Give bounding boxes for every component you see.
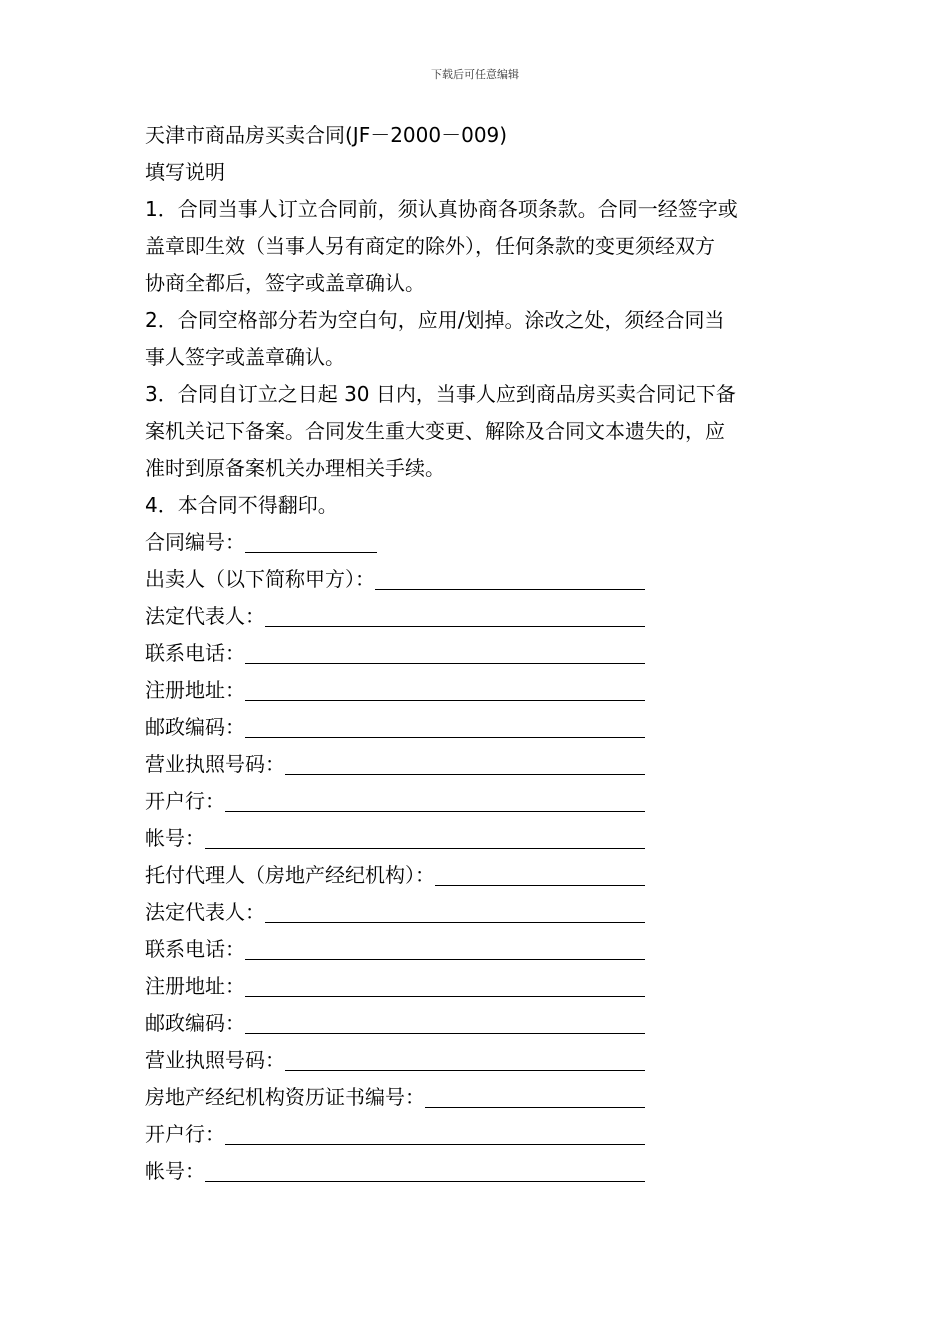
field-seller-phone xyxy=(145,635,645,672)
seller-blank[interactable] xyxy=(375,563,645,590)
field-agent-license xyxy=(145,1042,645,1079)
instructions-heading: 填写说明 xyxy=(145,160,225,184)
instruction-line: 盖章即生效（当事人另有商定的除外），任何条款的变更须经双方 xyxy=(145,234,715,258)
form-fields xyxy=(145,524,810,1190)
field-agent-postcode xyxy=(145,1005,645,1042)
instruction-line: 协商全都后，签字或盖章确认。 xyxy=(145,271,425,295)
document-body xyxy=(145,117,810,1190)
field-agent-bank xyxy=(145,1116,645,1153)
field-label: 法定代表人： xyxy=(145,604,265,628)
field-label: 托付代理人（房地产经纪机构）： xyxy=(145,863,435,887)
field-seller-bank xyxy=(145,783,645,820)
instruction-line: 3．合同自订立之日起 30 日内，当事人应到商品房买卖合同记下备 xyxy=(145,382,736,406)
instruction-item-3 xyxy=(145,376,810,487)
instruction-line: 准时到原备案机关办理相关手续。 xyxy=(145,456,445,480)
seller-account-blank[interactable] xyxy=(205,822,645,849)
field-label: 帐号： xyxy=(145,826,205,850)
field-contract-number xyxy=(145,524,645,561)
field-label: 联系电话： xyxy=(145,937,245,961)
seller-bank-blank[interactable] xyxy=(225,785,645,812)
field-label: 合同编号： xyxy=(145,530,245,554)
instruction-line: 2．合同空格部分若为空白句，应用/划掉。涂改之处，须经合同当 xyxy=(145,308,725,332)
field-seller-legal-rep xyxy=(145,598,645,635)
agent-phone-blank[interactable] xyxy=(245,933,645,960)
field-label: 法定代表人： xyxy=(145,900,265,924)
field-seller-account xyxy=(145,820,645,857)
agent-bank-blank[interactable] xyxy=(225,1118,645,1145)
field-label: 房地产经纪机构资历证书编号： xyxy=(145,1085,425,1109)
instruction-line: 4．本合同不得翻印。 xyxy=(145,493,338,517)
field-seller-postcode xyxy=(145,709,645,746)
field-label: 联系电话： xyxy=(145,641,245,665)
field-agent-phone xyxy=(145,931,645,968)
field-label: 邮政编码： xyxy=(145,1011,245,1035)
field-seller-address xyxy=(145,672,645,709)
instruction-item-1 xyxy=(145,191,810,302)
field-agent-certificate xyxy=(145,1079,645,1116)
field-agent-account xyxy=(145,1153,645,1190)
agent-address-blank[interactable] xyxy=(245,970,645,997)
field-seller xyxy=(145,561,645,598)
field-label: 开户行： xyxy=(145,1122,225,1146)
field-seller-license xyxy=(145,746,645,783)
field-label: 开户行： xyxy=(145,789,225,813)
header-note: 下载后可任意编辑 xyxy=(431,68,519,81)
field-label: 邮政编码： xyxy=(145,715,245,739)
agent-license-blank[interactable] xyxy=(285,1044,645,1071)
agent-certificate-blank[interactable] xyxy=(425,1081,645,1108)
field-label: 营业执照号码： xyxy=(145,752,285,776)
seller-postcode-blank[interactable] xyxy=(245,711,645,738)
field-label: 营业执照号码： xyxy=(145,1048,285,1072)
seller-license-blank[interactable] xyxy=(285,748,645,775)
field-label: 注册地址： xyxy=(145,678,245,702)
field-label: 注册地址： xyxy=(145,974,245,998)
seller-legal-rep-blank[interactable] xyxy=(265,600,645,627)
field-agent xyxy=(145,857,645,894)
seller-phone-blank[interactable] xyxy=(245,637,645,664)
instruction-line: 1．合同当事人订立合同前，须认真协商各项条款。合同一经签字或 xyxy=(145,197,738,221)
agent-blank[interactable] xyxy=(435,859,645,886)
field-agent-address xyxy=(145,968,645,1005)
field-label: 出卖人（以下简称甲方）： xyxy=(145,567,375,591)
instruction-item-4 xyxy=(145,487,810,524)
instruction-line: 案机关记下备案。合同发生重大变更、解除及合同文本遗失的，应 xyxy=(145,419,725,443)
seller-address-blank[interactable] xyxy=(245,674,645,701)
field-agent-legal-rep xyxy=(145,894,645,931)
document-title: 天津市商品房买卖合同(JF－2000－009) xyxy=(145,123,508,147)
instruction-line: 事人签字或盖章确认。 xyxy=(145,345,345,369)
field-label: 帐号： xyxy=(145,1159,205,1183)
contract-number-blank[interactable] xyxy=(245,526,377,553)
agent-account-blank[interactable] xyxy=(205,1155,645,1182)
agent-postcode-blank[interactable] xyxy=(245,1007,645,1034)
agent-legal-rep-blank[interactable] xyxy=(265,896,645,923)
instruction-item-2 xyxy=(145,302,810,376)
